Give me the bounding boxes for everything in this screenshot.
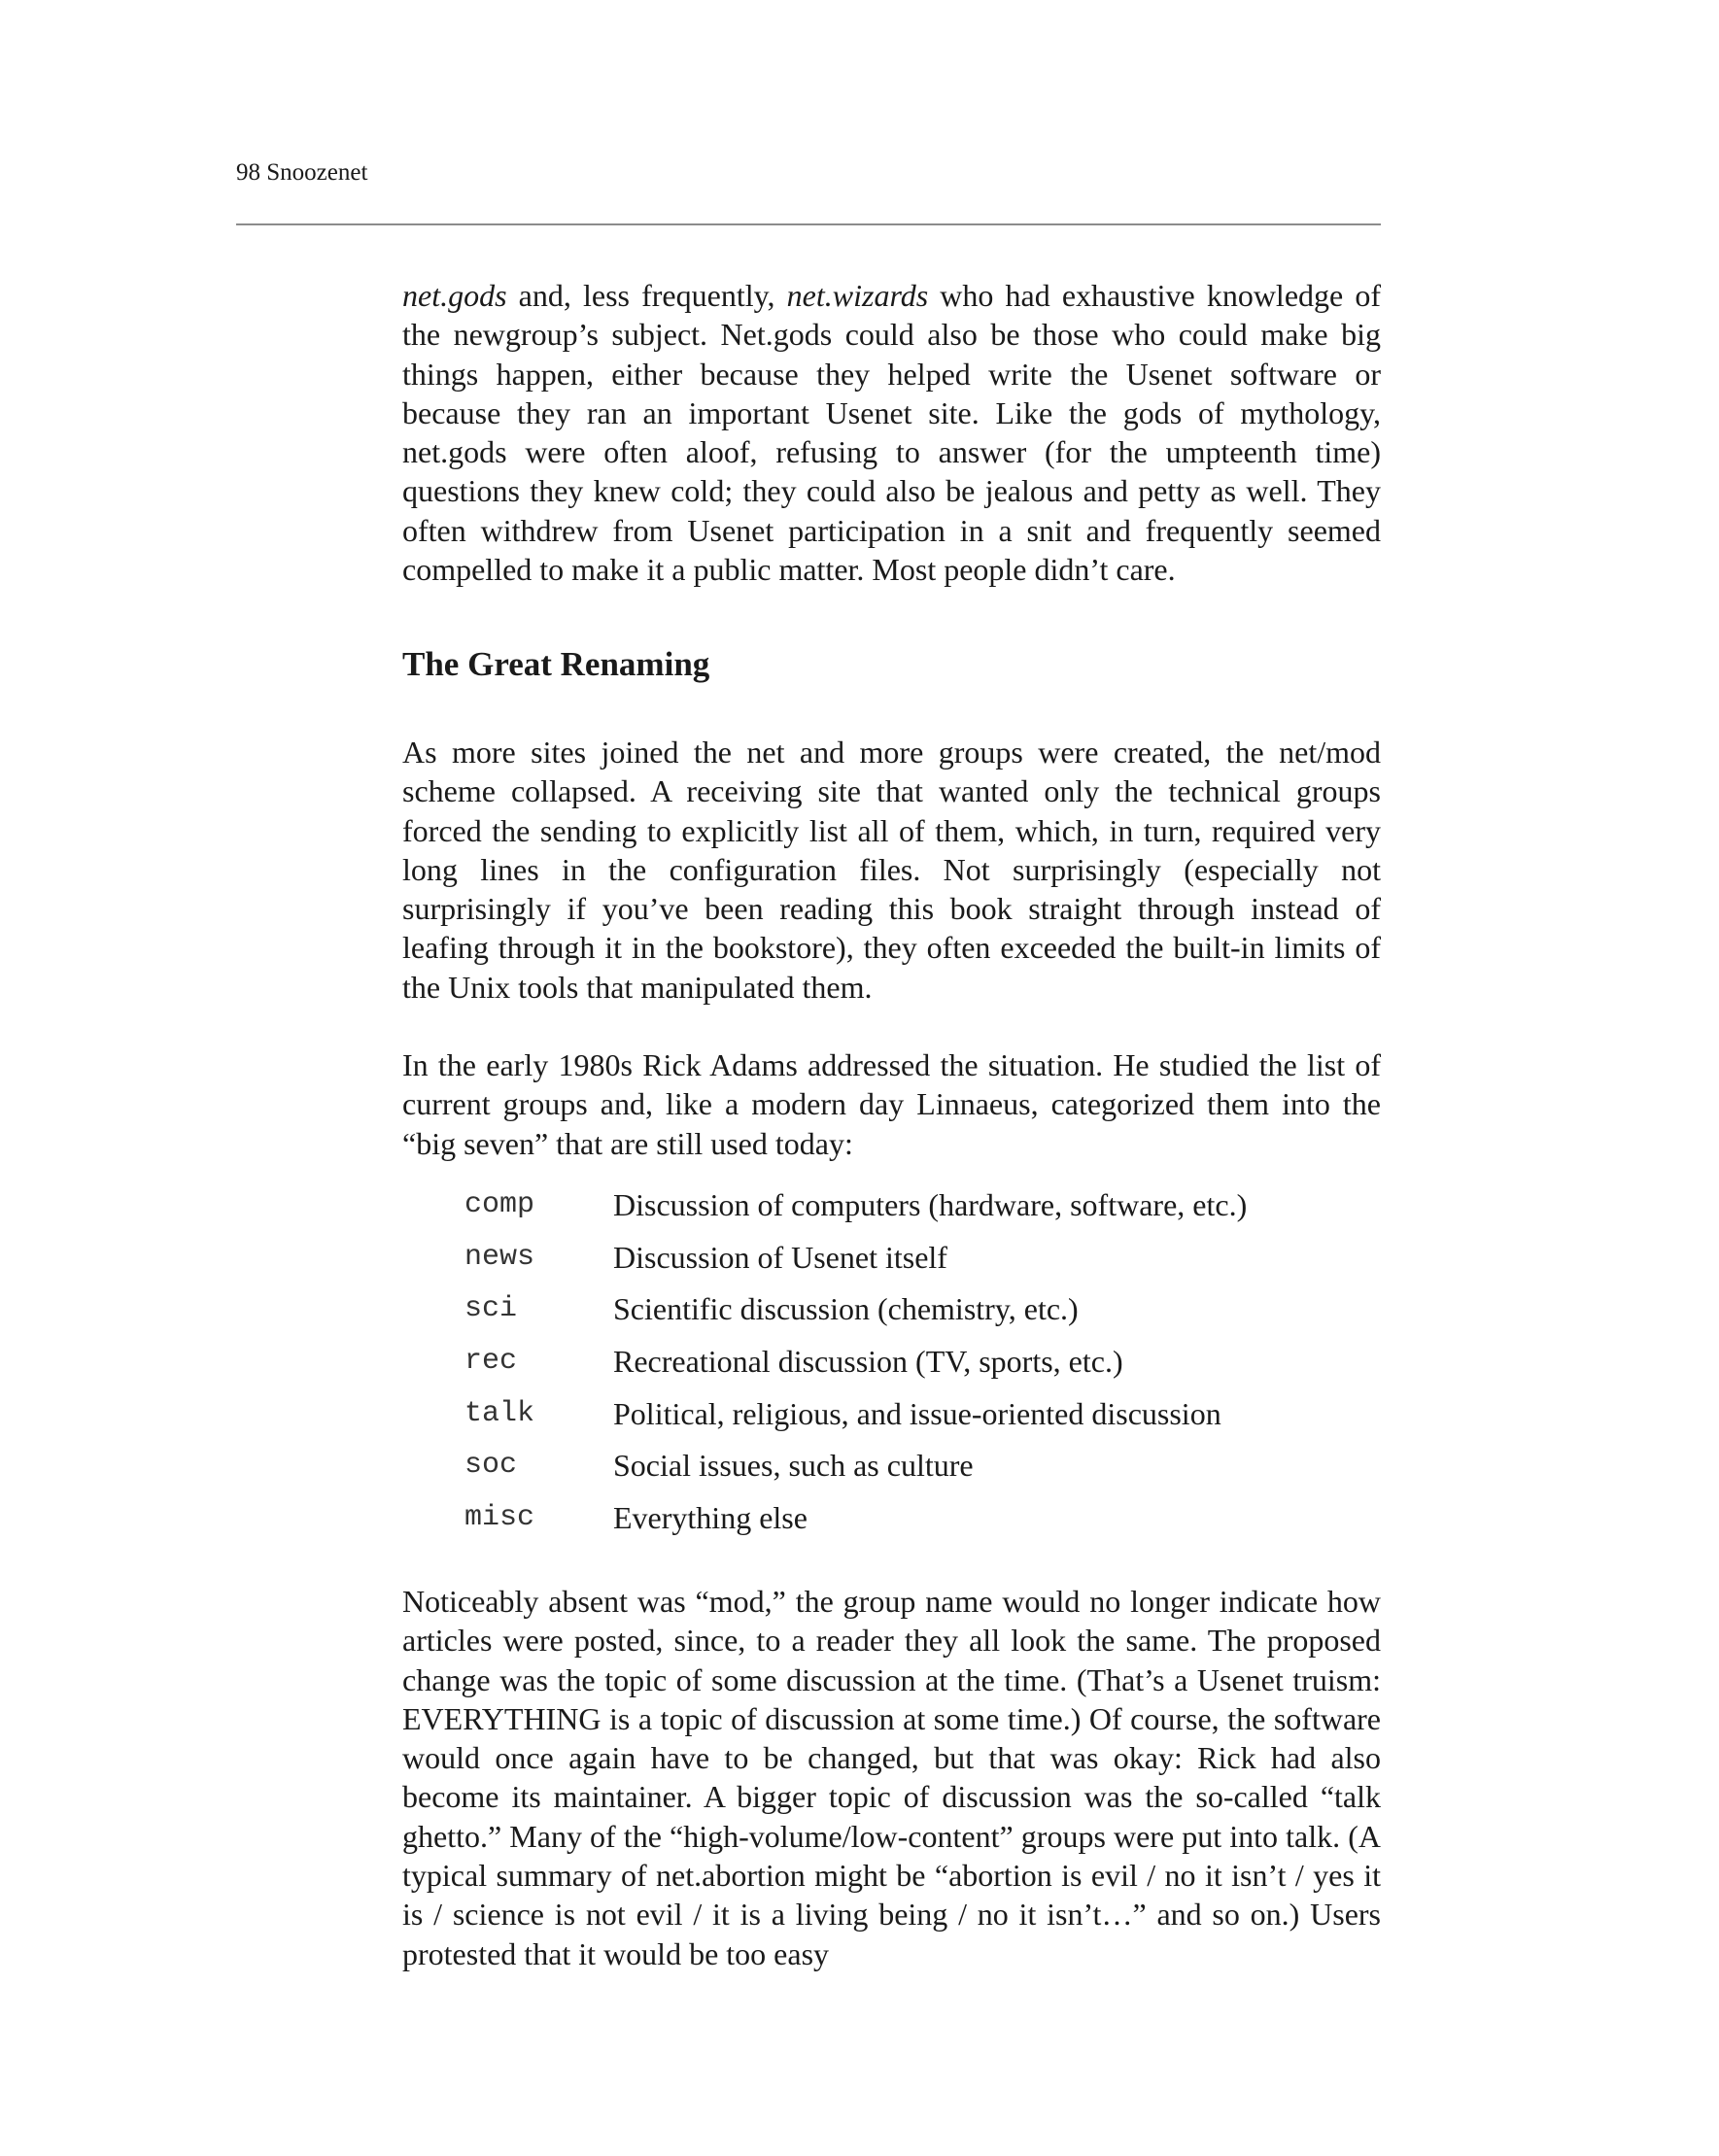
- group-description: Scientific discussion (chemistry, etc.): [613, 1291, 1079, 1327]
- group-description: Everything else: [613, 1500, 808, 1536]
- term-net-wizards: net.wizards: [786, 278, 929, 313]
- term-net-gods: net.gods: [402, 278, 507, 313]
- list-item-comp: [464, 1185, 1247, 1238]
- list-item-rec: [464, 1342, 1247, 1394]
- big-seven-list: [464, 1185, 1247, 1551]
- group-code: misc: [464, 1501, 535, 1535]
- group-description: Social issues, such as culture: [613, 1448, 974, 1484]
- paragraph-mod-absent: Noticeably absent was “mod,” the group name would no longer indicate how articles were posted, since, to a reader they all look the same. The proposed change was the topic of some discussion at the time. (That’s a Usenet truism: EVERYTHING is a topic of discussion at some time.) Of course, the software would once again have to be changed, but that was okay: Rick had also become its maintainer. A bigger topic of discussion was the so-called “talk ghetto.” Many of the “high-volume/low-content” groups were put into talk. (A typical summary of net.abortion might be “abortion is evil / no it isn’t / yes it is / science is not evil / it is a living being / no it isn’t…” and so on.) Users protested that it would be too easy: [402, 1584, 1381, 1971]
- paragraph-net-gods: [402, 276, 1381, 589]
- section-heading: The Great Renaming: [402, 645, 710, 683]
- group-code: comp: [464, 1188, 535, 1221]
- paragraph-net-mod-scheme: As more sites joined the net and more groups were created, the net/mod scheme collapsed. A receiving site that wanted only the technical groups forced the sending to explicitly list all of them, which, in turn, required very long lines in the configuration files. Not surprisingly (especially not surprisingly if you’ve been reading this book straight through instead of leafing through it in the bookstore), they often exceeded the built-in limits of the Unix tools that manipulated them.: [402, 735, 1381, 1005]
- group-code: news: [464, 1240, 535, 1274]
- group-description: Political, religious, and issue-oriented discussion: [613, 1395, 1221, 1431]
- group-description: Recreational discussion (TV, sports, etc.): [613, 1344, 1123, 1380]
- list-item-sci: [464, 1289, 1247, 1342]
- group-code: sci: [464, 1292, 518, 1326]
- group-code: soc: [464, 1449, 518, 1483]
- list-item-news: [464, 1238, 1247, 1290]
- group-code: rec: [464, 1345, 518, 1379]
- list-item-talk: [464, 1394, 1247, 1447]
- group-code: talk: [464, 1396, 535, 1430]
- group-description: Discussion of computers (hardware, software, etc.): [613, 1187, 1248, 1222]
- paragraph-text: who had exhaustive knowledge of the newgroup’s subject. Net.gods could also be those who could make big things happen, either because they helped write the Usenet software or because they ran an important Usenet site. Like the gods of mythology, net.gods were often aloof, refusing to answer (for the umpteenth time) questions they knew cold; they could also be jealous and petty as well. They often withdrew from Usenet participation in a snit and frequently seemed compelled to make it a public matter. Most people didn’t care.: [402, 278, 1382, 588]
- list-item-soc: [464, 1446, 1247, 1498]
- running-head: 98 Snoozenet: [236, 159, 368, 186]
- paragraph-text: and, less frequently,: [506, 278, 787, 313]
- header-rule: [236, 223, 1381, 225]
- list-item-misc: [464, 1498, 1247, 1551]
- group-description: Discussion of Usenet itself: [613, 1239, 947, 1275]
- paragraph-rick-adams: In the early 1980s Rick Adams addressed the situation. He studied the list of current groups and, like a modern day Linnaeus, categorized them into the “big seven” that are still used today:: [402, 1047, 1381, 1161]
